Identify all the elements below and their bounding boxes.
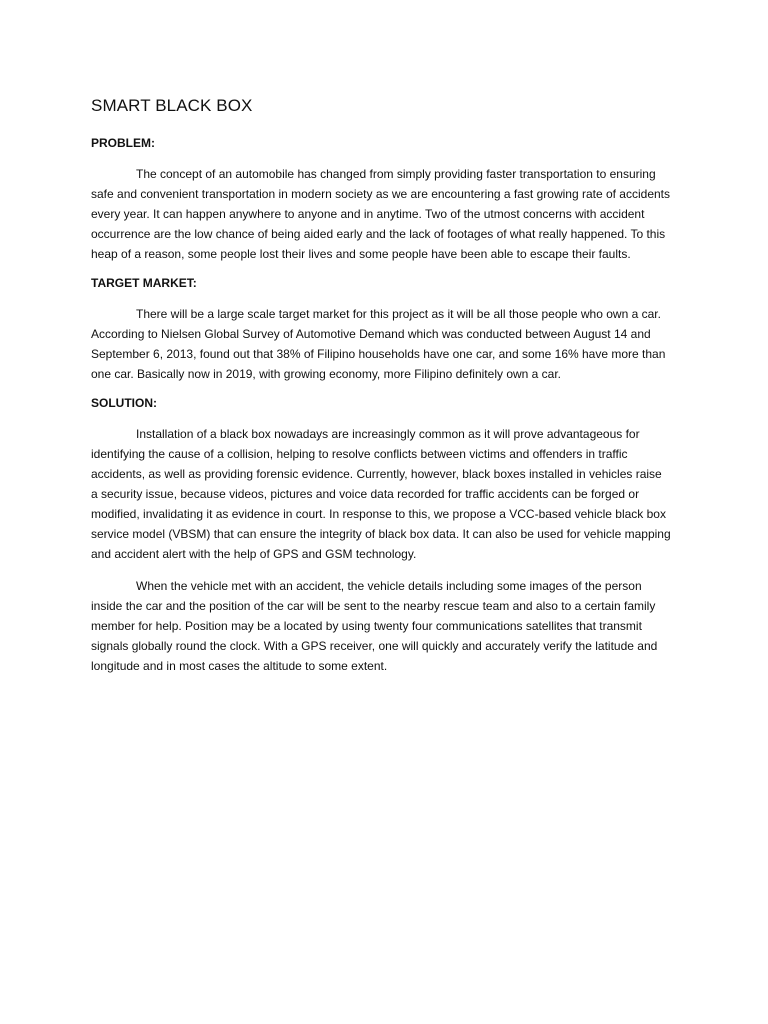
target-market-heading: TARGET MARKET: xyxy=(91,276,197,290)
solution-paragraph-2: When the vehicle met with an accident, the vehicle details including some images of the person inside the car and the position of the car will be sent to the nearby rescue team and also to a certain family member for help. Position may be a located by using twenty four communications satellites that transmit signals globally round the clock. With a GPS receiver, one will quickly and accurately verify the latitude and longitude and in most cases the altitude to some extent. xyxy=(91,579,658,673)
problem-section xyxy=(91,136,671,264)
problem-heading: PROBLEM: xyxy=(91,136,155,150)
target-market-paragraph: There will be a large scale target market for this project as it will be all those people who own a car. According to Nielsen Global Survey of Automotive Demand which was conducted between August 14 and September 6, 2013, found out that 38% of Filipino households have one car, and some 16% have more than one car. Basically now in 2019, with growing economy, more Filipino definitely own a car. xyxy=(91,307,666,381)
solution-heading: SOLUTION: xyxy=(91,396,157,410)
document-title: SMART BLACK BOX xyxy=(91,96,253,115)
target-market-section xyxy=(91,276,671,384)
solution-paragraph-1: Installation of a black box nowadays are increasingly common as it will prove advantageous for identifying the cause of a collision, helping to resolve conflicts between victims and offenders in traffic accidents, as well as providing forensic evidence. Currently, however, black boxes installed in vehicles raise a security issue, because videos, pictures and voice data recorded for traffic accidents can be forged or modified, invalidating it as evidence in court. In response to this, we propose a VCC-based vehicle black box service model (VBSM) that can ensure the integrity of black box data. It can also be used for vehicle mapping and accident alert with the help of GPS and GSM technology. xyxy=(91,427,671,561)
problem-paragraph: The concept of an automobile has changed from simply providing faster transportation to ensuring safe and convenient transportation in modern society as we are encountering a fast growing rate of accidents every year. It can happen anywhere to anyone and in anytime. Two of the utmost concerns with accident occurrence are the low chance of being aided early and the lack of footages of what really happened. To this heap of a reason, some people lost their lives and some people have been able to escape their faults. xyxy=(91,167,671,261)
document-body xyxy=(91,96,671,688)
solution-section xyxy=(91,396,671,676)
